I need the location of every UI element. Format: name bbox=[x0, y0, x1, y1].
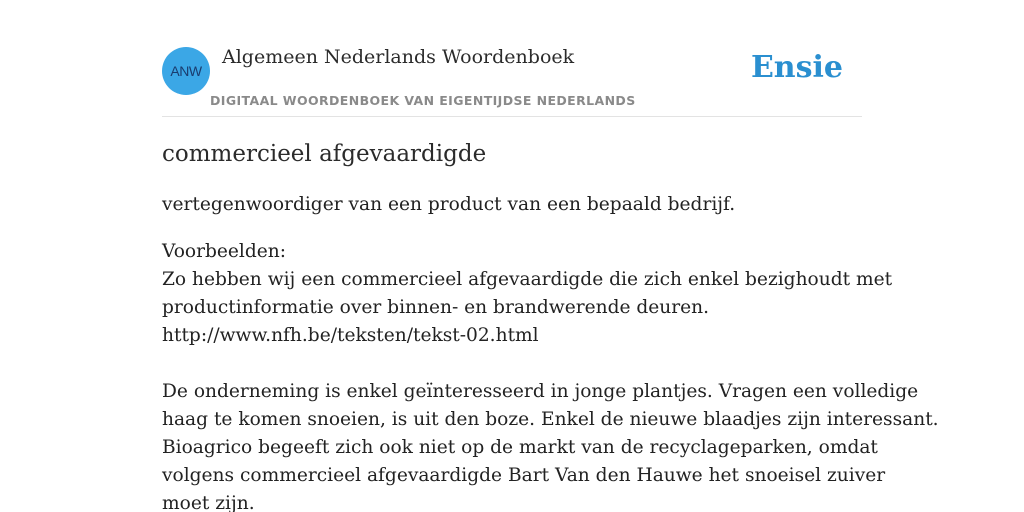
example-spacer bbox=[162, 350, 867, 378]
example-2-line-4: volgens commercieel afgevaardigde Bart Van den Hauwe het snoeisel zuiver bbox=[162, 465, 886, 486]
examples-label: Voorbeelden: bbox=[162, 241, 287, 262]
entry-content bbox=[162, 138, 939, 512]
site-title[interactable]: Algemeen Nederlands Woordenboek bbox=[222, 46, 575, 68]
site-header bbox=[162, 0, 862, 117]
entry-definition: vertegenwoordiger van een product van een bepaald bedrijf. bbox=[162, 194, 736, 215]
example-1-source: http://www.nfh.be/teksten/tekst-02.html bbox=[162, 325, 539, 346]
ensie-logo-link[interactable]: Ensie bbox=[750, 50, 843, 85]
anw-logo[interactable]: ANW bbox=[162, 47, 210, 95]
examples-section bbox=[162, 238, 939, 512]
example-2-line-3: Bioagrico begeeft zich ook niet op de markt van de recyclageparken, omdat bbox=[162, 437, 878, 458]
example-1-line-1: Zo hebben wij een commercieel afgevaardigde die zich enkel bezighoudt met bbox=[162, 269, 893, 290]
example-2-line-1: De onderneming is enkel geïnteresseerd in jonge plantjes. Vragen een volledige bbox=[162, 381, 919, 402]
entry-term: commercieel afgevaardigde bbox=[162, 141, 487, 167]
example-1-line-2: productinformatie over binnen- en brandwerende deuren. bbox=[162, 297, 710, 318]
example-2-line-5: moet zijn. bbox=[162, 493, 255, 512]
site-subtitle: DIGITAAL WOORDENBOEK VAN EIGENTIJDSE NEDERLANDS bbox=[210, 93, 636, 108]
example-2-line-2: haag te komen snoeien, is uit den boze. Enkel de nieuwe blaadjes zijn interessant. bbox=[162, 409, 939, 430]
